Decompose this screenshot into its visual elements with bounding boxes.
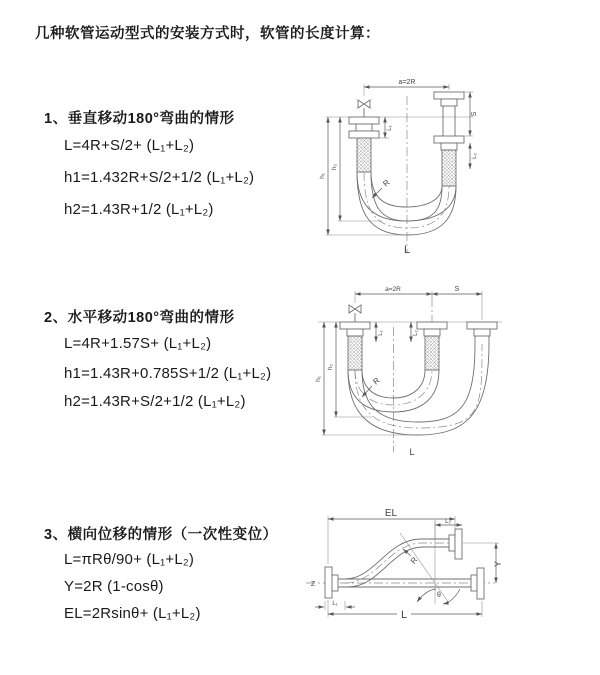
section1-formula-L: L=4R+S/2+ (L₁+L₂) (64, 137, 195, 154)
left-fitting (340, 322, 370, 370)
radius-label: R (381, 177, 392, 189)
section3-formula-Y: Y=2R (1-cosθ) (64, 578, 164, 595)
radius-line (400, 533, 449, 603)
braid-section (357, 138, 371, 172)
theta-arc (443, 589, 460, 604)
dim-s-label: S (471, 111, 478, 117)
page-title: 几种软管运动型式的安装方式时，软管的长度计算： (35, 26, 380, 42)
valve-icon (358, 100, 370, 117)
valve-icon (349, 305, 361, 322)
braid-section (442, 150, 456, 186)
hose-bend (357, 172, 456, 235)
dim-l1-label: L₁ (387, 125, 393, 131)
length-label: L (409, 447, 415, 457)
hose-centerline (345, 543, 449, 583)
section1-formula-h2: h2=1.43R+1/2 (L₁+L₂) (64, 201, 214, 218)
diagram-lateral-displacement (303, 506, 521, 648)
radius-label: R (371, 375, 382, 387)
diagram-vertical-180-bend (312, 74, 524, 262)
theta-arc (417, 589, 436, 602)
dim-l2-label: L₂ (413, 330, 419, 336)
dim-a2r-label: a=2R (398, 79, 416, 86)
braid-section (425, 336, 439, 370)
dim-h2-label: h₂ (327, 363, 334, 371)
dim-y-label: Y (493, 560, 503, 568)
radius-label: R (408, 555, 420, 566)
braid-section (348, 336, 362, 370)
section1-heading: 1、垂直移动180°弯曲的情形 (44, 111, 235, 127)
section2-formula-h2: h2=1.43R+S/2+1/2 (L₁+L₂) (64, 393, 246, 410)
dim-h1-label: h₁ (315, 376, 322, 382)
dim-h1-label: h₁ (319, 173, 326, 179)
dim-l2-label: L₂ (472, 153, 478, 159)
left-flange (325, 567, 338, 598)
right-fitting (434, 92, 464, 186)
lower-right-flange (471, 568, 484, 599)
section3-heading: 3、横向位移的情形（一次性变位） (44, 527, 278, 543)
diagram-horizontal-180-bend (312, 282, 530, 464)
dim-l1-label: L₁ (378, 330, 384, 336)
section3-formula-EL: EL=2Rsinθ+ (L₁+L₂) (64, 605, 201, 622)
length-label: L (403, 244, 411, 256)
dim-a2r-label: a=2R (385, 286, 401, 293)
dim-l2-label: L₂ (445, 519, 451, 525)
upper-right-flange (449, 529, 462, 559)
left-fitting (349, 117, 379, 172)
right-fitting (467, 322, 497, 344)
dim-el-label: EL (384, 508, 398, 519)
section2-heading: 2、水平移动180°弯曲的情形 (44, 310, 235, 326)
dim-s-label: S (454, 286, 460, 293)
dim-l-label: L (400, 609, 408, 621)
section1-formula-h1: h1=1.432R+S/2+1/2 (L₁+L₂) (64, 169, 255, 186)
section3-formula-L: L=πRθ/90+ (L₁+L₂) (64, 551, 195, 568)
curved-hose (345, 539, 449, 587)
z-mark: Z (310, 581, 316, 588)
theta-label: θ (437, 592, 441, 599)
dim-h2-label: h₂ (331, 163, 338, 171)
section2-formula-L: L=4R+1.57S+ (L₁+L₂) (64, 335, 212, 352)
middle-fitting (417, 322, 447, 370)
dim-l1-label: L₁ (332, 601, 338, 607)
section2-formula-h1: h1=1.43R+0.785S+1/2 (L₁+L₂) (64, 365, 272, 382)
